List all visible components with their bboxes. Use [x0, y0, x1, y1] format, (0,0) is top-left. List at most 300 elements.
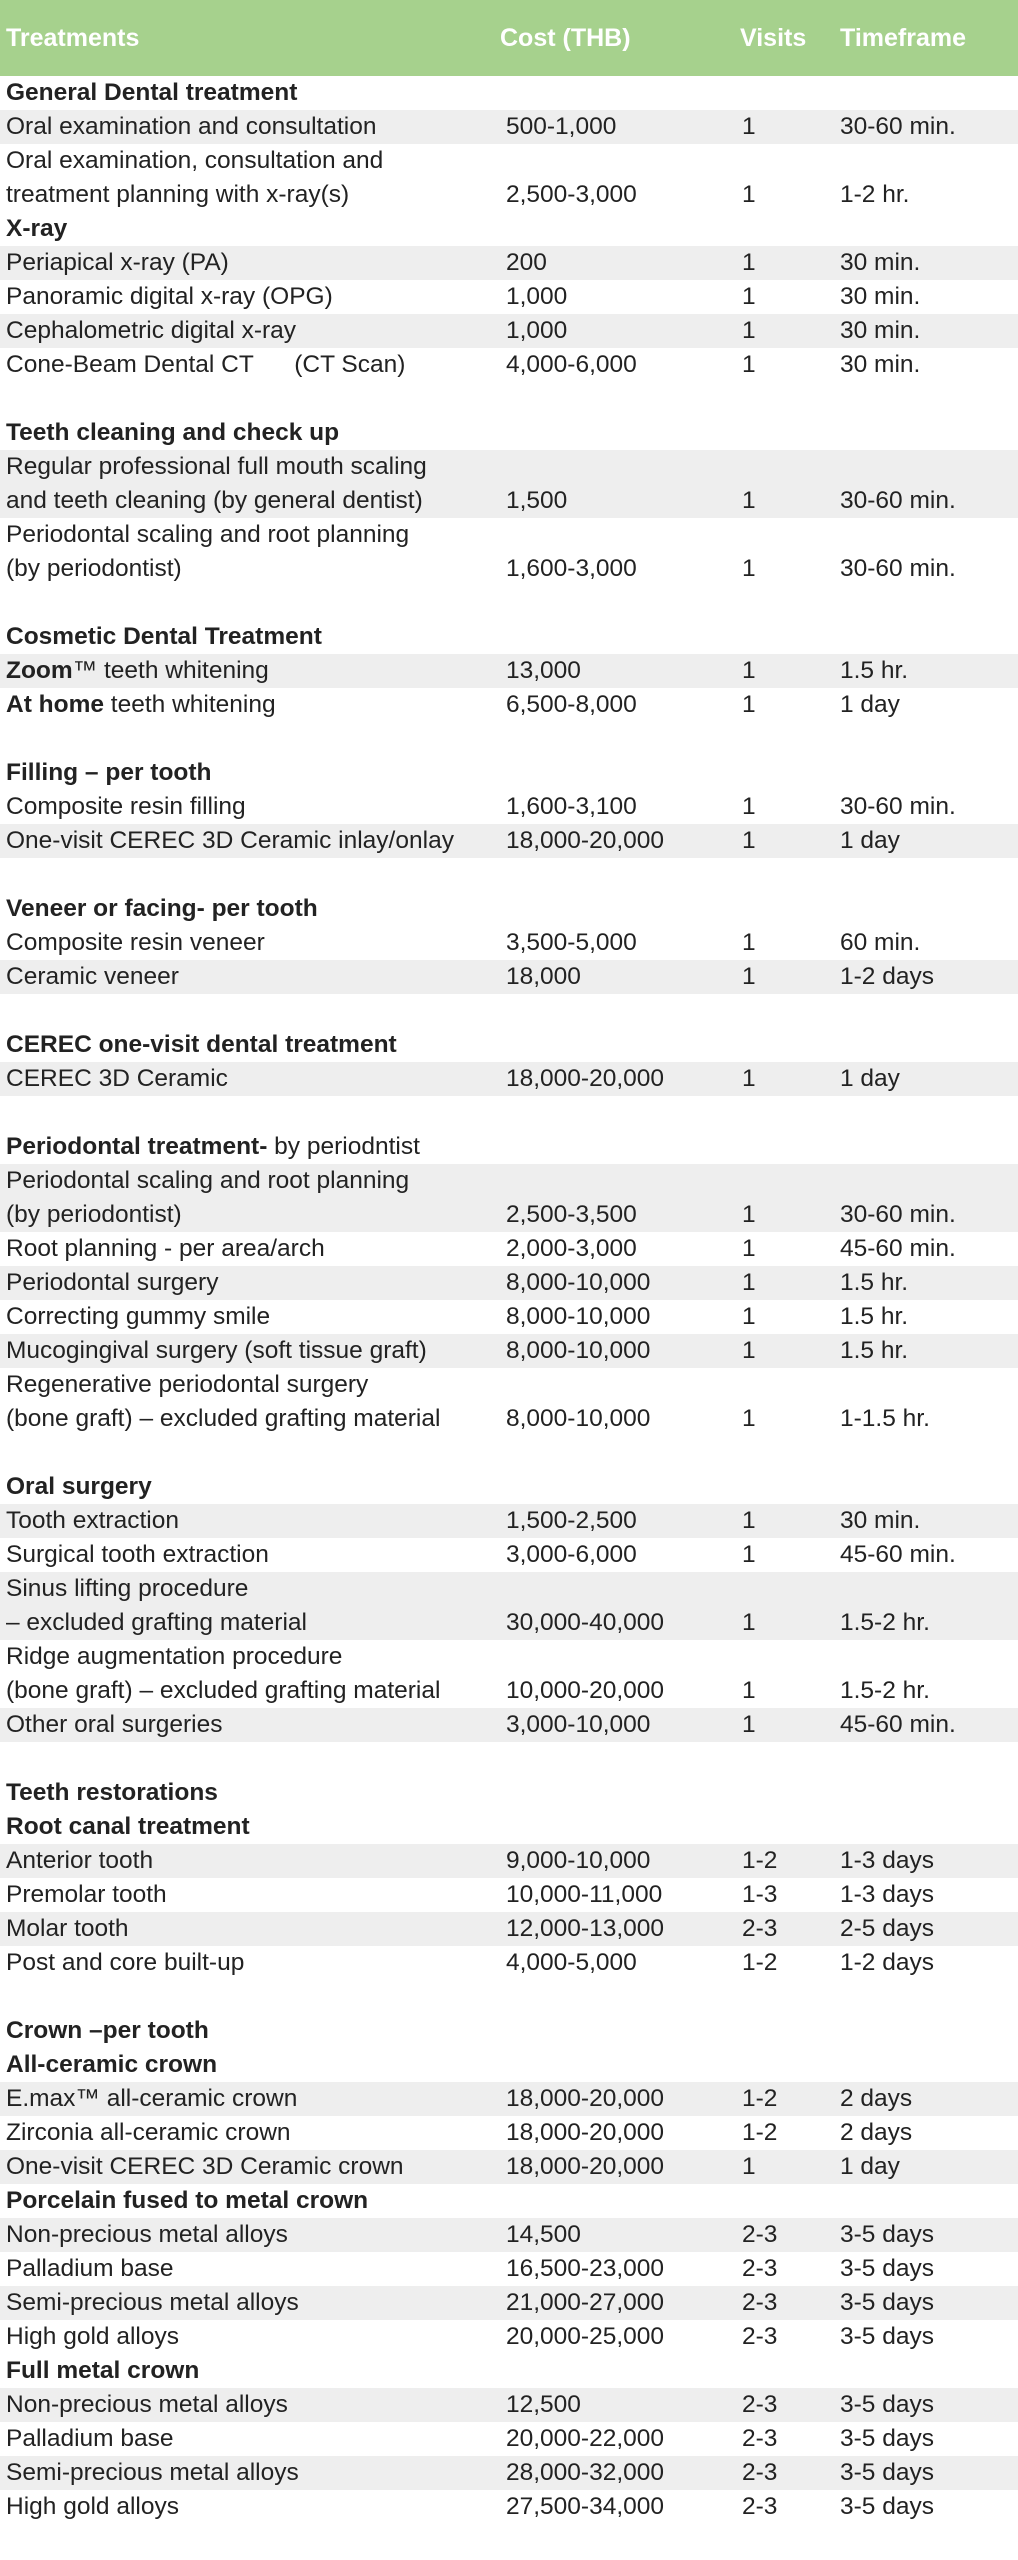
section-title: Crown –per tooth — [6, 2017, 209, 2044]
treatment-timeframe: 1.5 hr. — [840, 657, 909, 684]
section-title: Periodontal treatment- — [6, 1133, 268, 1160]
treatment-name-text: teeth whitening — [104, 691, 276, 718]
treatment-cost: 18,000-20,000 — [506, 2153, 665, 2180]
section-gap — [0, 382, 1018, 416]
treatment-timeframe: 30 min. — [840, 1507, 921, 1534]
treatment-name-text: Panoramic digital x-ray (OPG) — [6, 283, 333, 310]
treatment-name-text: Composite resin filling — [6, 793, 246, 820]
header-visits: Visits — [740, 23, 807, 52]
treatment-name-text: Semi-precious metal alloys — [6, 2459, 299, 2486]
treatment-name-text: Non-precious metal alloys — [6, 2221, 288, 2248]
section-heading — [0, 1810, 500, 1844]
treatment-visits: 1 — [742, 1405, 756, 1432]
treatment-timeframe: 2 days — [840, 2085, 913, 2112]
treatment-visits: 1-2 — [742, 1949, 778, 1976]
table-row — [0, 1504, 1018, 1538]
treatment-name-text: Correcting gummy smile — [6, 1303, 271, 1330]
table-row — [0, 2150, 1018, 2184]
treatment-visits: 2-3 — [742, 2323, 778, 2350]
treatment-name — [0, 1844, 500, 1878]
treatment-visits: 1-3 — [742, 1881, 778, 1908]
section-gap — [0, 1436, 1018, 1470]
treatment-name — [0, 1062, 500, 1096]
treatment-cost: 8,000-10,000 — [506, 1303, 651, 1330]
treatment-visits: 1 — [742, 1201, 756, 1228]
treatment-visits: 1 — [742, 1609, 756, 1636]
section-gap — [0, 994, 1018, 1028]
section-heading-row — [0, 1130, 1018, 1164]
treatment-name — [0, 144, 500, 212]
treatment-name — [0, 2116, 500, 2150]
table-row — [0, 110, 1018, 144]
table-row — [0, 2252, 1018, 2286]
section-heading-row — [0, 892, 1018, 926]
treatment-visits: 2-3 — [742, 2425, 778, 2452]
treatment-visits: 1 — [742, 1337, 756, 1364]
treatment-timeframe: 2-5 days — [840, 1915, 934, 1942]
treatment-timeframe: 1-3 days — [840, 1847, 934, 1874]
treatment-timeframe: 1-1.5 hr. — [840, 1405, 930, 1432]
treatment-cost: 28,000-32,000 — [506, 2459, 665, 2486]
treatment-cost: 8,000-10,000 — [506, 1269, 651, 1296]
treatment-cost: 500-1,000 — [506, 113, 617, 140]
treatment-name-line: Periodontal scaling and root planning — [6, 521, 410, 548]
section-title: Teeth restorations — [6, 1779, 218, 1806]
table-row — [0, 824, 1018, 858]
treatment-visits: 1 — [742, 1711, 756, 1738]
section-heading — [0, 1130, 500, 1164]
treatment-visits: 2-3 — [742, 2391, 778, 2418]
section-heading-row — [0, 2354, 1018, 2388]
section-heading — [0, 2184, 500, 2218]
section-title: Full metal crown — [6, 2357, 200, 2384]
section-heading-row — [0, 620, 1018, 654]
treatment-cost: 30,000-40,000 — [506, 1609, 665, 1636]
treatment-cost: 18,000 — [506, 963, 581, 990]
treatment-name — [0, 1640, 500, 1708]
section-title-suffix: by periodntist — [267, 1133, 420, 1160]
section-title: CEREC one-visit dental treatment — [6, 1031, 397, 1058]
treatment-name — [0, 1878, 500, 1912]
treatment-timeframe: 45-60 min. — [840, 1541, 956, 1568]
section-gap — [0, 722, 1018, 756]
table-row — [0, 246, 1018, 280]
table-row — [0, 280, 1018, 314]
section-title: Teeth cleaning and check up — [6, 419, 340, 446]
treatment-name-text: Palladium base — [6, 2255, 174, 2282]
table-row — [0, 2320, 1018, 2354]
treatment-name-text: Mucogingival surgery (soft tissue graft) — [6, 1337, 427, 1364]
treatment-visits: 1 — [742, 487, 756, 514]
treatment-cost: 14,500 — [506, 2221, 581, 2248]
treatment-name — [0, 2252, 500, 2286]
treatment-name — [0, 1572, 500, 1640]
table-row — [0, 1368, 1018, 1436]
treatment-cost: 4,000-6,000 — [506, 351, 637, 378]
table-row — [0, 2422, 1018, 2456]
section-gap — [0, 1980, 1018, 2014]
treatment-timeframe: 3-5 days — [840, 2493, 934, 2520]
section-heading — [0, 756, 500, 790]
treatment-name — [0, 1946, 500, 1980]
table-row — [0, 960, 1018, 994]
treatment-cost: 3,500-5,000 — [506, 929, 637, 956]
treatment-name — [0, 2150, 500, 2184]
treatment-name — [0, 1504, 500, 1538]
price-table — [0, 76, 1018, 2524]
section-gap — [0, 1096, 1018, 1130]
treatment-name-text: Cephalometric digital x-ray — [6, 317, 297, 344]
treatment-name — [0, 280, 500, 314]
treatment-timeframe: 1-2 days — [840, 963, 934, 990]
treatment-cost: 20,000-22,000 — [506, 2425, 665, 2452]
treatment-timeframe: 45-60 min. — [840, 1711, 956, 1738]
treatment-timeframe: 30-60 min. — [840, 793, 956, 820]
treatment-timeframe: 30 min. — [840, 249, 921, 276]
treatment-name-line: (bone graft) – excluded grafting material — [6, 1677, 441, 1704]
treatment-cost: 1,600-3,100 — [506, 793, 637, 820]
section-heading-row — [0, 2014, 1018, 2048]
table-row — [0, 2490, 1018, 2524]
treatment-name — [0, 824, 500, 858]
treatment-cost: 1,500 — [506, 487, 568, 514]
treatment-name — [0, 790, 500, 824]
treatment-name — [0, 2422, 500, 2456]
treatment-cost: 8,000-10,000 — [506, 1337, 651, 1364]
treatment-timeframe: 3-5 days — [840, 2221, 934, 2248]
section-gap — [0, 1742, 1018, 1776]
treatment-name-text: Anterior tooth — [6, 1847, 154, 1874]
treatment-name — [0, 1368, 500, 1436]
section-heading-row — [0, 2184, 1018, 2218]
treatment-name — [0, 1912, 500, 1946]
table-row — [0, 1946, 1018, 1980]
treatment-name-line: treatment planning with x-ray(s) — [6, 181, 350, 208]
treatment-name — [0, 1266, 500, 1300]
treatment-name — [0, 654, 500, 688]
treatment-name-text: E.max™ all-ceramic crown — [6, 2085, 298, 2112]
section-title: All-ceramic crown — [6, 2051, 218, 2078]
treatment-name — [0, 450, 500, 518]
table-row — [0, 926, 1018, 960]
treatment-name-line: (by periodontist) — [6, 1201, 182, 1228]
treatment-name-text: Cone-Beam Dental CT (CT Scan) — [6, 351, 406, 378]
treatment-cost: 27,500-34,000 — [506, 2493, 665, 2520]
treatment-name-text: Other oral surgeries — [6, 1711, 223, 1738]
treatment-cost: 2,500-3,000 — [506, 181, 637, 208]
treatment-visits: 1 — [742, 317, 756, 344]
treatment-name-text: Post and core built-up — [6, 1949, 245, 1976]
treatment-name-text: Ceramic veneer — [6, 963, 179, 990]
treatment-name-text: Periodontal surgery — [6, 1269, 219, 1296]
treatment-visits: 1 — [742, 1541, 756, 1568]
treatment-name — [0, 1300, 500, 1334]
treatment-visits: 2-3 — [742, 2255, 778, 2282]
table-row — [0, 1572, 1018, 1640]
treatment-visits: 1 — [742, 1303, 756, 1330]
table-row — [0, 2456, 1018, 2490]
treatment-timeframe: 1.5 hr. — [840, 1303, 909, 1330]
table-row — [0, 654, 1018, 688]
section-heading — [0, 1028, 500, 1062]
treatment-name-text: CEREC 3D Ceramic — [6, 1065, 228, 1092]
section-heading — [0, 1776, 500, 1810]
table-row — [0, 1708, 1018, 1742]
section-heading — [0, 2354, 500, 2388]
treatment-name-line: (by periodontist) — [6, 555, 182, 582]
treatment-timeframe: 3-5 days — [840, 2459, 934, 2486]
treatment-name-line: Oral examination, consultation and — [6, 147, 384, 174]
table-row — [0, 1164, 1018, 1232]
treatment-name — [0, 688, 500, 722]
section-heading-row — [0, 1776, 1018, 1810]
section-heading-row — [0, 1810, 1018, 1844]
treatment-name-text: Periapical x-ray (PA) — [6, 249, 229, 276]
treatment-name — [0, 518, 500, 586]
treatment-name — [0, 1334, 500, 1368]
treatment-visits: 1 — [742, 827, 756, 854]
table-row — [0, 688, 1018, 722]
table-header — [0, 0, 1018, 76]
treatment-visits: 1 — [742, 181, 756, 208]
treatment-cost: 10,000-11,000 — [506, 1881, 663, 1908]
section-title: X-ray — [6, 215, 68, 242]
treatment-timeframe: 1-3 days — [840, 1881, 934, 1908]
section-heading — [0, 2014, 500, 2048]
table-row — [0, 1334, 1018, 1368]
treatment-name — [0, 2490, 500, 2524]
treatment-name-text: One-visit CEREC 3D Ceramic crown — [6, 2153, 404, 2180]
treatment-name-line: Periodontal scaling and root planning — [6, 1167, 410, 1194]
treatment-cost: 18,000-20,000 — [506, 2119, 665, 2146]
treatment-visits: 1 — [742, 1269, 756, 1296]
table-row — [0, 2388, 1018, 2422]
treatment-timeframe: 30-60 min. — [840, 1201, 956, 1228]
treatment-timeframe: 1.5-2 hr. — [840, 1609, 930, 1636]
treatment-visits: 1-2 — [742, 2119, 778, 2146]
treatment-visits: 1 — [742, 1235, 756, 1262]
treatment-visits: 2-3 — [742, 2289, 778, 2316]
treatment-visits: 1 — [742, 793, 756, 820]
treatment-name — [0, 314, 500, 348]
table-row — [0, 348, 1018, 382]
treatment-name-bold: Zoom — [6, 657, 73, 684]
section-heading-row — [0, 76, 1018, 110]
treatment-cost: 20,000-25,000 — [506, 2323, 665, 2350]
treatment-timeframe: 1 day — [840, 827, 900, 854]
table-row — [0, 450, 1018, 518]
treatment-cost: 2,000-3,000 — [506, 1235, 637, 1262]
treatment-cost: 8,000-10,000 — [506, 1405, 651, 1432]
table-row — [0, 1912, 1018, 1946]
section-gap — [0, 858, 1018, 892]
treatment-cost: 1,600-3,000 — [506, 555, 637, 582]
treatment-name-text: Molar tooth — [6, 1915, 129, 1942]
treatment-visits: 1 — [742, 691, 756, 718]
treatment-name — [0, 960, 500, 994]
treatment-visits: 1 — [742, 283, 756, 310]
treatment-timeframe: 1.5 hr. — [840, 1269, 909, 1296]
treatment-visits: 1 — [742, 113, 756, 140]
treatment-visits: 1 — [742, 2153, 756, 2180]
section-title: Oral surgery — [6, 1473, 152, 1500]
section-heading — [0, 416, 500, 450]
section-title: General Dental treatment — [6, 79, 298, 106]
table-row — [0, 1300, 1018, 1334]
treatment-timeframe: 1-2 hr. — [840, 181, 910, 208]
treatment-visits: 1 — [742, 555, 756, 582]
treatment-name — [0, 348, 500, 382]
treatment-timeframe: 3-5 days — [840, 2289, 934, 2316]
treatment-timeframe: 1-2 days — [840, 1949, 934, 1976]
treatment-cost: 18,000-20,000 — [506, 2085, 665, 2112]
treatment-visits: 1 — [742, 963, 756, 990]
treatment-timeframe: 1 day — [840, 2153, 900, 2180]
treatment-cost: 1,500-2,500 — [506, 1507, 637, 1534]
treatment-timeframe: 1.5-2 hr. — [840, 1677, 930, 1704]
treatment-name-text: One-visit CEREC 3D Ceramic inlay/onlay — [6, 827, 454, 854]
treatment-timeframe: 3-5 days — [840, 2425, 934, 2452]
treatment-name-text: Premolar tooth — [6, 1881, 167, 1908]
treatment-timeframe: 30-60 min. — [840, 555, 956, 582]
treatment-timeframe: 2 days — [840, 2119, 913, 2146]
treatment-name-line: Regular professional full mouth scaling — [6, 453, 427, 480]
table-row — [0, 1538, 1018, 1572]
section-heading — [0, 892, 500, 926]
section-heading — [0, 212, 500, 246]
section-heading — [0, 2048, 500, 2082]
section-heading — [0, 76, 500, 110]
treatment-name-text: Composite resin veneer — [6, 929, 265, 956]
treatment-name-line: (bone graft) – excluded grafting material — [6, 1405, 441, 1432]
treatment-name-text: Palladium base — [6, 2425, 174, 2452]
treatment-timeframe: 3-5 days — [840, 2255, 934, 2282]
treatment-cost: 18,000-20,000 — [506, 827, 665, 854]
treatment-timeframe: 1 day — [840, 691, 900, 718]
treatment-name — [0, 1164, 500, 1232]
treatment-cost: 3,000-10,000 — [506, 1711, 651, 1738]
treatment-cost: 10,000-20,000 — [506, 1677, 665, 1704]
treatment-visits: 2-3 — [742, 2221, 778, 2248]
treatment-name-text: High gold alloys — [6, 2493, 179, 2520]
table-row — [0, 2082, 1018, 2116]
treatment-name — [0, 110, 500, 144]
treatment-name-line: Ridge augmentation procedure — [6, 1643, 343, 1670]
section-title: Veneer or facing- per tooth — [6, 895, 318, 922]
section-heading-row — [0, 756, 1018, 790]
section-heading-row — [0, 1028, 1018, 1062]
treatment-timeframe: 30 min. — [840, 317, 921, 344]
section-heading-row — [0, 416, 1018, 450]
treatment-name — [0, 2320, 500, 2354]
section-gap — [0, 586, 1018, 620]
table-row — [0, 144, 1018, 212]
treatment-cost: 12,500 — [506, 2391, 581, 2418]
treatment-name — [0, 2218, 500, 2252]
treatment-visits: 2-3 — [742, 2459, 778, 2486]
header-treatments: Treatments — [6, 23, 140, 52]
section-heading-row — [0, 1470, 1018, 1504]
table-row — [0, 1266, 1018, 1300]
treatment-timeframe: 1 day — [840, 1065, 900, 1092]
treatment-cost: 1,000 — [506, 317, 568, 344]
table-row — [0, 790, 1018, 824]
treatment-name-bold: At home — [6, 691, 104, 718]
treatment-timeframe: 3-5 days — [840, 2391, 934, 2418]
treatment-name-text: Semi-precious metal alloys — [6, 2289, 299, 2316]
treatment-visits: 1-2 — [742, 1847, 778, 1874]
treatment-name — [0, 926, 500, 960]
treatment-visits: 2-3 — [742, 2493, 778, 2520]
treatment-name-text: Oral examination and consultation — [6, 113, 377, 140]
treatment-name — [0, 1232, 500, 1266]
treatment-name — [0, 2456, 500, 2490]
treatment-cost: 13,000 — [506, 657, 581, 684]
section-title: Filling – per tooth — [6, 759, 212, 786]
treatment-timeframe: 3-5 days — [840, 2323, 934, 2350]
treatment-cost: 2,500-3,500 — [506, 1201, 637, 1228]
treatment-cost: 1,000 — [506, 283, 568, 310]
treatment-cost: 9,000-10,000 — [506, 1847, 651, 1874]
treatment-cost: 4,000-5,000 — [506, 1949, 637, 1976]
table-row — [0, 2116, 1018, 2150]
table-row — [0, 1844, 1018, 1878]
treatment-name-line: Sinus lifting procedure — [6, 1575, 249, 1602]
treatment-visits: 2-3 — [742, 1915, 778, 1942]
treatment-name — [0, 246, 500, 280]
treatment-name-text: Zirconia all-ceramic crown — [6, 2119, 291, 2146]
treatment-timeframe: 30-60 min. — [840, 113, 956, 140]
treatment-visits: 1 — [742, 351, 756, 378]
treatment-name — [0, 1538, 500, 1572]
treatment-name — [0, 2286, 500, 2320]
table-row — [0, 518, 1018, 586]
treatment-name-text: Root planning - per area/arch — [6, 1235, 325, 1262]
treatment-cost: 6,500-8,000 — [506, 691, 637, 718]
treatment-visits: 1 — [742, 1507, 756, 1534]
treatment-name-line: and teeth cleaning (by general dentist) — [6, 487, 423, 514]
table-row — [0, 2286, 1018, 2320]
treatment-visits: 1 — [742, 929, 756, 956]
treatment-name — [0, 1708, 500, 1742]
treatment-timeframe: 30 min. — [840, 283, 921, 310]
table-row — [0, 2218, 1018, 2252]
section-heading — [0, 620, 500, 654]
header-timeframe: Timeframe — [840, 23, 966, 52]
table-row — [0, 1640, 1018, 1708]
treatment-name — [0, 2082, 500, 2116]
table-row — [0, 1878, 1018, 1912]
treatment-timeframe: 60 min. — [840, 929, 921, 956]
treatment-cost: 200 — [506, 249, 547, 276]
treatment-cost: 3,000-6,000 — [506, 1541, 637, 1568]
section-title: Cosmetic Dental Treatment — [6, 623, 322, 650]
section-heading-row — [0, 212, 1018, 246]
table-row — [0, 1232, 1018, 1266]
treatment-name-line: – excluded grafting material — [6, 1609, 307, 1636]
treatment-name-text: Non-precious metal alloys — [6, 2391, 288, 2418]
section-heading — [0, 1470, 500, 1504]
treatment-cost: 12,000-13,000 — [506, 1915, 665, 1942]
table-row — [0, 314, 1018, 348]
treatment-timeframe: 1.5 hr. — [840, 1337, 909, 1364]
treatment-visits: 1 — [742, 249, 756, 276]
treatment-timeframe: 30-60 min. — [840, 487, 956, 514]
treatment-visits: 1 — [742, 1065, 756, 1092]
section-title: Porcelain fused to metal crown — [6, 2187, 369, 2214]
treatment-name-text: Surgical tooth extraction — [6, 1541, 269, 1568]
treatment-visits: 1 — [742, 657, 756, 684]
